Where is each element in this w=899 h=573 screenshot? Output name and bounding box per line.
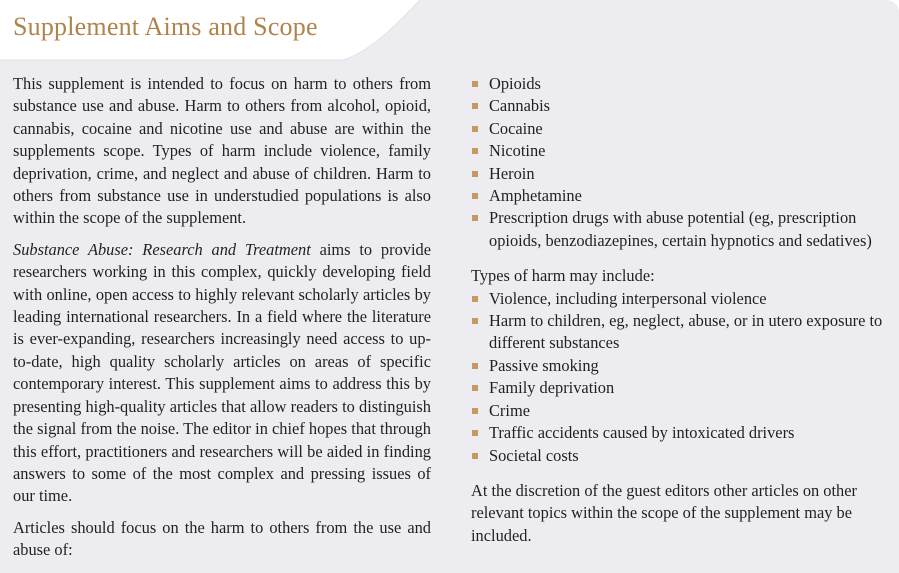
journal-title: Substance Abuse: Research and Treatment xyxy=(13,239,311,259)
list-item: Crime xyxy=(471,400,891,422)
focus-paragraph: Articles should focus on the harm to others from the use and abuse of: xyxy=(13,517,431,560)
list-item: Prescription drugs with abuse potential (eg, prescription opioids, benzodiazepines, certain hypnotics and sedatives) xyxy=(471,207,891,252)
bullet-icon xyxy=(472,171,478,177)
bullet-icon xyxy=(472,453,478,459)
bullet-icon xyxy=(472,385,478,391)
list-item: Nicotine xyxy=(471,140,891,162)
bullet-icon xyxy=(472,193,478,199)
list-item: Amphetamine xyxy=(471,185,891,207)
bullet-icon xyxy=(472,363,478,369)
bullet-icon xyxy=(472,148,478,154)
list-item: Traffic accidents caused by intoxicated drivers xyxy=(471,422,891,444)
harm-intro: Types of harm may include: xyxy=(471,266,655,286)
page-title: Supplement Aims and Scope xyxy=(13,12,318,41)
bullet-icon xyxy=(472,318,478,324)
list-item: Harm to children, eg, neglect, abuse, or in utero exposure to different substances xyxy=(471,310,891,355)
list-item: Passive smoking xyxy=(471,355,891,377)
list-item: Cocaine xyxy=(471,118,891,140)
bullet-icon xyxy=(472,408,478,414)
bullet-icon xyxy=(472,430,478,436)
harm-list xyxy=(471,288,891,467)
intro-paragraph: This supplement is intended to focus on harm to others from substance use and abuse. Harm to others from alcohol, opioid, cannabis, cocaine and nicotine use and abuse are within the supplements scope. Types of harm include violence, family deprivation, crime, and neglect and abuse of children. Harm to others from substance use in understudied populations is also within the scope of the supplement. xyxy=(13,74,431,228)
list-item: Family deprivation xyxy=(471,377,891,399)
left-column xyxy=(13,73,431,562)
right-column xyxy=(471,73,891,547)
bullet-icon xyxy=(472,126,478,132)
bullet-icon xyxy=(472,81,478,87)
closing-paragraph: At the discretion of the guest editors other articles on other relevant topics within the scope of the supplement may be included. xyxy=(471,480,857,545)
list-item: Violence, including interpersonal violence xyxy=(471,288,891,310)
list-item: Cannabis xyxy=(471,95,891,117)
journal-paragraph-text: aims to provide researchers working in this complex, quickly developing field with online, open access to highly relevant scholarly articles by leading international researchers. In a field where the literature is ever-expanding, researchers increasingly need access to up-to-date, high quality scholarly articles on areas of specific contemporary interest. This supplement aims to address this by presenting high-quality articles that allow readers to distinguish the signal from the noise. The editor in chief hopes that through this effort, practitioners and researchers will be aided in finding answers to some of the most complex and pressing issues of our time. xyxy=(13,239,431,506)
bullet-icon xyxy=(472,215,478,221)
list-item: Opioids xyxy=(471,73,891,95)
list-item: Heroin xyxy=(471,163,891,185)
bullet-icon xyxy=(472,103,478,109)
list-item: Societal costs xyxy=(471,445,891,467)
journal-paragraph xyxy=(13,239,431,508)
substance-list xyxy=(471,73,891,252)
bullet-icon xyxy=(472,296,478,302)
